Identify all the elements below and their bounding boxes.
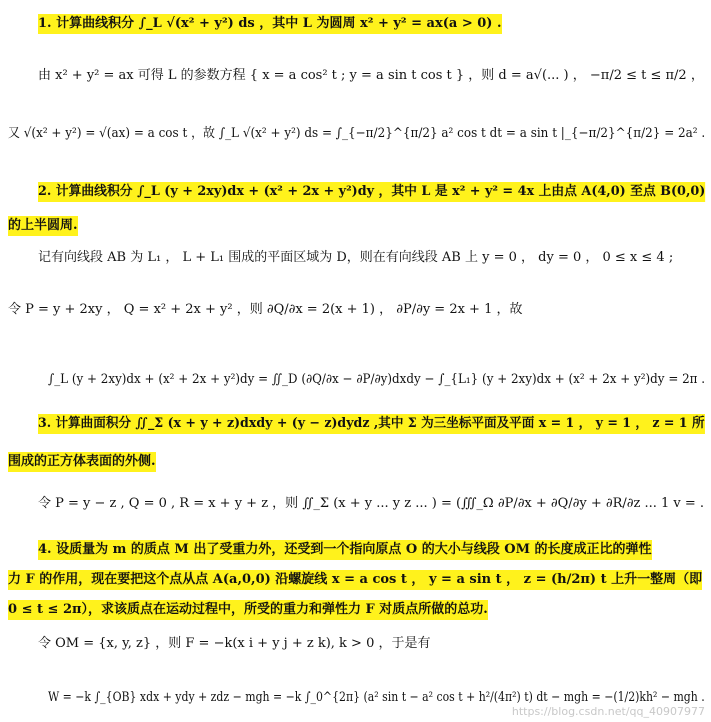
problem-2-title: 2. 计算曲线积分 ∫_L (y + 2xy)dx + (x² + 2x + y²)dy ，其中 L 是 x² + y² = 4x 上由点 A(4,0) 至点 B(0,0) [38, 182, 705, 202]
problem-4-title-cont-2: 0 ≤ t ≤ 2π），求该质点在运动过程中，所受的重力和弹性力 F 对质点所做的总功. [8, 600, 488, 620]
problem-1-line-1: 由 x² + y² = ax 可得 L 的参数方程 { x = a cos² t ; y = a sin t cos t } ，则 d = a√(... ) ， −π/2 ≤ t ≤ π/2 ， [38, 68, 704, 83]
problem-2-title-cont: 的上半圆周. [8, 216, 78, 236]
problem-3-line-1: 令 P = y − z , Q = 0 , R = x + y + z ，则 ∬_Σ (x + y ... y z ... ) = (∭_Ω ∂P/∂x + ∂Q/∂y + ∂R/∂z ... 1 v = . [38, 496, 705, 511]
problem-4-line-2: W = −k ∫_{OB} xdx + ydy + zdz − mgh = −k ∫_0^{2π} (a² sin t − a² cos t + h²/(4π²) t) dt − mgh = −(1/2)kh² − mgh . [48, 690, 705, 705]
problem-2-line-3: ∫_L (y + 2xy)dx + (x² + 2x + y²)dy = ∬_D (∂Q/∂x − ∂P/∂y)dxdy − ∫_{L₁} (y + 2xy)dx + (x² + 2x + y²)dy = 2π . [48, 372, 706, 387]
watermark: https://blog.csdn.net/qq_40907977 [511, 705, 705, 718]
problem-3-title: 3. 计算曲面积分 ∬_Σ (x + y + z)dxdy + (y − z)dydz ,其中 Σ 为三坐标平面及平面 x = 1 ， y = 1 ， z = 1 所 [38, 414, 705, 434]
problem-1-line-2: 又 √(x² + y²) = √(ax) = a cos t ，故 ∫_L √(x² + y²) ds = ∫_{−π/2}^{π/2} a² cos t dt = a sin t |_{−π/2}^{π/2} = 2a² . [8, 126, 706, 141]
problem-3-title-cont: 围成的正方体表面的外侧. [8, 452, 156, 472]
problem-4-line-1: 令 OM = {x, y, z} ，则 F = −k(x i + y j + z k), k > 0 ，于是有 [38, 636, 431, 651]
problem-2-line-1: 记有向线段 AB 为 L₁ ， L + L₁ 围成的平面区域为 D，则在有向线段 AB 上 y = 0 ， dy = 0 ， 0 ≤ x ≤ 4 ; [38, 250, 674, 265]
problem-2-line-2: 令 P = y + 2xy ， Q = x² + 2x + y² ，则 ∂Q/∂x = 2(x + 1) ， ∂P/∂y = 2x + 1 ，故 [8, 302, 523, 317]
problem-4-title: 4. 设质量为 m 的质点 M 出了受重力外，还受到一个指向原点 O 的大小与线段 OM 的长度成正比的弹性 [38, 540, 652, 560]
problem-4-title-cont-1: 力 F 的作用，现在要把这个点从点 A(a,0,0) 沿螺旋线 x = a cos t ， y = a sin t ， z = (h/2π) t 上升一整周（即 [8, 570, 702, 590]
problem-1-title: 1. 计算曲线积分 ∫_L √(x² + y²) ds ，其中 L 为圆周 x² + y² = ax(a > 0) . [38, 14, 502, 34]
